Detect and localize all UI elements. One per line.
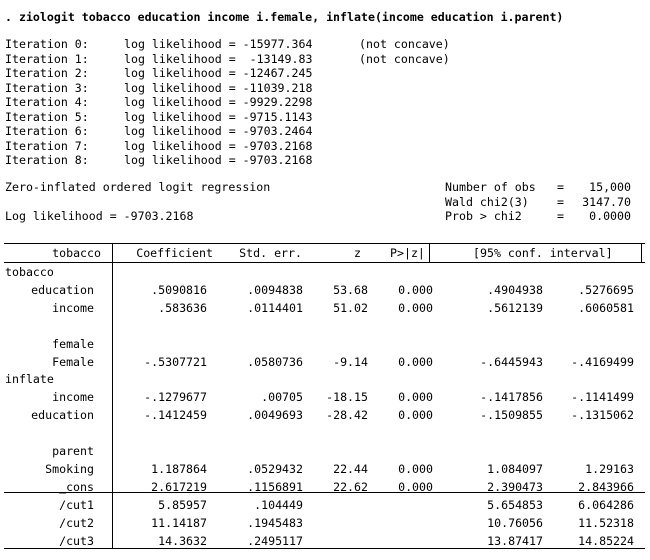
- cell-ci-upper: -.1141499: [571, 390, 634, 405]
- stat-equals: =: [557, 209, 564, 223]
- cell-ci-upper: 6.064286: [578, 497, 634, 512]
- cell-ci-lower: 10.76056: [487, 515, 543, 530]
- iteration-line: [5, 124, 645, 138]
- cell-ci-lower: .5612139: [487, 300, 543, 315]
- cell-std-err: .0529432: [247, 461, 303, 476]
- stat-value: 0.0000: [589, 209, 631, 223]
- cell-z: [306, 498, 368, 512]
- cell-ci-upper: -.4169499: [571, 354, 634, 369]
- cell-coefficient: -.1279677: [144, 390, 207, 405]
- cell-p-value: 0.000: [398, 390, 433, 405]
- cell-coefficient: 11.14187: [151, 515, 207, 530]
- iteration-label: Iteration 5:: [5, 109, 89, 124]
- cell-coefficient: 14.3632: [158, 533, 207, 548]
- iteration-label: Iteration 7:: [5, 138, 89, 153]
- iteration-label: Iteration 4:: [5, 95, 89, 109]
- cell-std-err: .104449: [254, 497, 303, 512]
- cell-ci-lower: 13.87417: [487, 533, 543, 548]
- cell-p-value: 0.000: [398, 354, 433, 369]
- row-label: /cut2: [59, 515, 94, 530]
- row-label: education: [31, 282, 94, 297]
- table-header-rule: [4, 262, 645, 263]
- row-label: _cons: [59, 479, 94, 494]
- cell-ci-lower: -.1509855: [480, 408, 543, 423]
- row-label: Female: [52, 354, 94, 369]
- stat-value: 3147.70: [582, 194, 631, 209]
- iteration-loglik: log likelihood = -9703.2168: [124, 153, 313, 167]
- stat-value: 15,000: [589, 180, 631, 194]
- iteration-line: [5, 81, 645, 95]
- cell-ci-upper: .6060581: [578, 300, 634, 315]
- header-p-value: P>|z|: [390, 246, 425, 260]
- cell-coefficient: 1.187864: [151, 461, 207, 476]
- header-std-err: Std. err.: [239, 246, 302, 260]
- cell-p-value: 0.000: [398, 282, 433, 297]
- cell-z: -9.14: [333, 354, 368, 369]
- equation-label: tobacco: [5, 265, 54, 279]
- cell-z: -28.42: [326, 408, 368, 423]
- cell-ci-lower: -.6445943: [480, 354, 543, 369]
- cell-ci-lower: 1.084097: [487, 461, 543, 476]
- cell-std-err: .00705: [261, 390, 303, 405]
- cell-coefficient: .5090816: [151, 282, 207, 297]
- cell-z: 22.44: [333, 461, 368, 476]
- iteration-loglik: log likelihood = -11039.218: [124, 80, 313, 95]
- cell-std-err: .0094838: [247, 282, 303, 297]
- iteration-loglik: log likelihood = -9929.2298: [124, 95, 313, 109]
- cell-z: [306, 516, 368, 530]
- factor-variable-label: parent: [52, 444, 94, 458]
- iteration-line: [5, 153, 645, 167]
- cell-ci-upper: 11.52318: [578, 515, 634, 530]
- cell-ci-lower: 2.390473: [487, 479, 543, 494]
- cell-std-err: .0580736: [247, 354, 303, 369]
- row-label: income: [52, 390, 94, 405]
- row-label: /cut3: [59, 533, 94, 548]
- table-label-divider: [112, 243, 113, 549]
- iteration-note: (not concave): [359, 51, 450, 66]
- cell-std-err: .0114401: [247, 300, 303, 315]
- cell-p-value: [372, 516, 433, 530]
- stat-equals: =: [557, 194, 564, 209]
- header-coefficient: Coefficient: [136, 246, 213, 260]
- iteration-note: (not concave): [359, 37, 450, 51]
- stat-label: Wald chi2(3): [445, 194, 529, 209]
- cell-std-err: .1945483: [247, 515, 303, 530]
- iteration-label: Iteration 2:: [5, 66, 89, 80]
- command-line: . ziologit tobacco education income i.female, inflate(income education i.parent): [5, 10, 564, 24]
- cell-ci-lower: 5.654853: [487, 497, 543, 512]
- cell-coefficient: 2.617219: [151, 479, 207, 494]
- iteration-loglik: log likelihood = -9703.2168: [124, 138, 313, 153]
- factor-variable-label: female: [52, 336, 94, 351]
- row-label: /cut1: [59, 497, 94, 512]
- cell-coefficient: -.1412459: [144, 408, 207, 423]
- iteration-line: [5, 139, 645, 153]
- cutpoint-rule: [4, 492, 645, 493]
- cell-ci-lower: -.1417856: [480, 390, 543, 405]
- model-title: Zero-inflated ordered logit regression: [5, 180, 271, 194]
- cell-z: 53.68: [333, 282, 368, 297]
- cell-z: [306, 534, 368, 548]
- cell-p-value: 0.000: [398, 461, 433, 476]
- cell-std-err: .1156891: [247, 479, 303, 494]
- cell-p-value: [372, 498, 433, 512]
- iteration-line: [5, 37, 645, 51]
- iteration-line: [5, 95, 645, 109]
- iteration-loglik: log likelihood = -12467.245: [124, 66, 313, 80]
- cell-std-err: .0049693: [247, 408, 303, 423]
- iteration-label: Iteration 8:: [5, 153, 89, 167]
- table-bottom-rule: [4, 548, 645, 549]
- iteration-loglik: log likelihood = -9703.2464: [124, 124, 313, 138]
- cell-std-err: .2495117: [247, 533, 303, 548]
- iteration-line: [5, 66, 645, 80]
- iteration-line: [5, 110, 645, 124]
- cell-z: -18.15: [326, 390, 368, 405]
- iteration-label: Iteration 1:: [5, 51, 89, 66]
- equation-label: inflate: [5, 372, 54, 387]
- header-conf-interval: [95% conf. interval]: [473, 246, 613, 260]
- cell-coefficient: -.5307721: [144, 354, 207, 369]
- header-z: z: [354, 246, 361, 260]
- cell-ci-upper: .5276695: [578, 282, 634, 297]
- row-label: Smoking: [45, 461, 94, 476]
- cell-coefficient: .583636: [158, 300, 207, 315]
- header-depvar: tobacco: [52, 246, 101, 260]
- cell-p-value: [372, 534, 433, 548]
- iteration-label: Iteration 3:: [5, 80, 89, 95]
- iteration-label: Iteration 6:: [5, 124, 89, 138]
- cell-p-value: 0.000: [398, 479, 433, 494]
- cell-ci-upper: -.1315062: [571, 408, 634, 423]
- cell-ci-upper: 1.29163: [585, 461, 634, 476]
- header-pvalue-divider: [429, 243, 430, 262]
- cell-p-value: 0.000: [398, 408, 433, 423]
- iteration-loglik: log likelihood = -13149.83: [124, 51, 313, 66]
- cell-ci-lower: .4904938: [487, 282, 543, 297]
- table-top-rule: [4, 243, 645, 244]
- iteration-loglik: log likelihood = -9715.1143: [124, 109, 313, 124]
- row-label: income: [52, 300, 94, 315]
- stat-label: Prob > chi2: [445, 209, 522, 223]
- cell-coefficient: 5.85957: [158, 497, 207, 512]
- iteration-label: Iteration 0:: [5, 37, 89, 51]
- row-label: education: [31, 408, 94, 423]
- cell-ci-upper: 14.85224: [578, 533, 634, 548]
- cell-z: 51.02: [333, 300, 368, 315]
- iteration-loglik: log likelihood = -15977.364: [124, 37, 313, 51]
- iteration-line: [5, 52, 645, 66]
- stat-equals: =: [557, 180, 564, 194]
- stat-label: Number of obs: [445, 180, 536, 194]
- cell-ci-upper: 2.843966: [578, 479, 634, 494]
- cell-z: 22.62: [333, 479, 368, 494]
- log-likelihood-summary: Log likelihood = -9703.2168: [5, 209, 194, 223]
- header-right-divider: [641, 243, 642, 262]
- cell-p-value: 0.000: [398, 300, 433, 315]
